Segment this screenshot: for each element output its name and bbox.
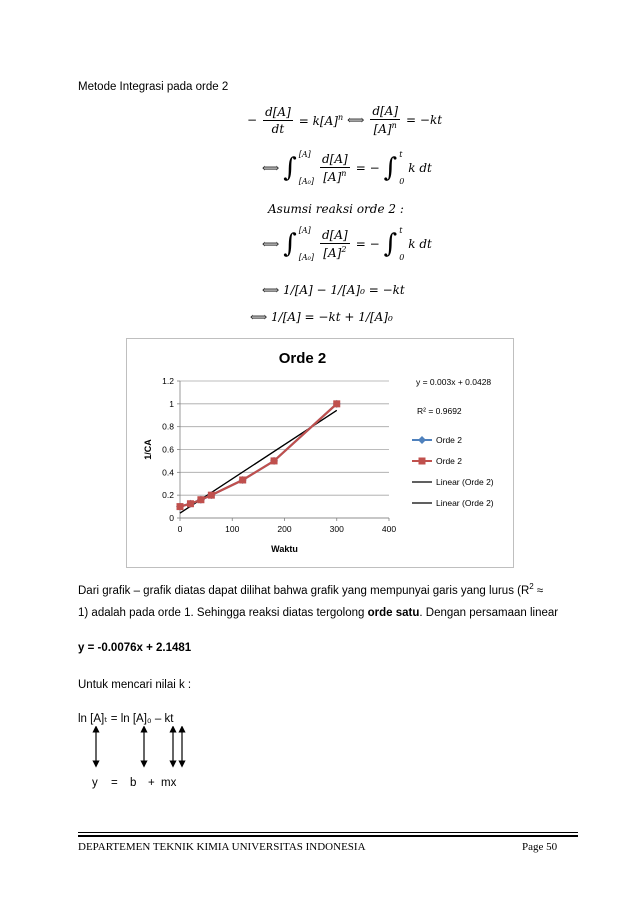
footer-page-number: Page 50 bbox=[522, 841, 558, 853]
section-heading: Metode Integrasi pada orde 2 bbox=[78, 81, 229, 93]
eq1-rhs-2: = −kt bbox=[406, 113, 443, 127]
eq2-lower-limit: [A₀] bbox=[298, 177, 314, 186]
eq1-denominator: dt bbox=[271, 121, 285, 136]
eq3-upper-limit-2: t bbox=[399, 226, 403, 235]
legend-label: Linear (Orde 2) bbox=[436, 477, 494, 487]
mapping-arrows bbox=[85, 726, 195, 768]
legend-label: Linear (Orde 2) bbox=[436, 498, 494, 508]
eq2-numerator: d[A] bbox=[321, 152, 348, 166]
paragraph-1-text: Dari grafik – grafik diatas dapat dilihat bahwa grafik yang mempunyai garis yang lurus (R bbox=[78, 584, 530, 597]
series-line-1 bbox=[180, 404, 337, 507]
equation-linear-form: ⟺ 1/[A] = −kt + 1/[A]₀ bbox=[250, 310, 393, 324]
k-intro-text: Untuk mencari nilai k : bbox=[78, 679, 192, 691]
eq3-denominator-exponent: 2 bbox=[341, 245, 347, 254]
trendline-r-squared: R² = 0.9692 bbox=[417, 406, 462, 416]
eq1-iff: ⟺ bbox=[347, 113, 365, 127]
data-point-square bbox=[187, 500, 194, 507]
x-tick-label: 200 bbox=[277, 524, 292, 534]
eq2-denominator: [A] bbox=[323, 170, 342, 184]
x-tick-label: 100 bbox=[225, 524, 240, 534]
eq2-lower-limit-2: 0 bbox=[399, 177, 405, 186]
data-point-square bbox=[208, 492, 215, 499]
data-point-square bbox=[197, 496, 204, 503]
eq2-denominator-exponent: n bbox=[341, 169, 347, 178]
eq1-minus: − bbox=[247, 113, 258, 127]
data-point-square bbox=[271, 457, 278, 464]
paragraph-2-text: 1) adalah pada orde 1. Sehingga reaksi diatas tergolong bbox=[78, 607, 368, 619]
eq3-integral-sign-2: ∫ bbox=[383, 229, 398, 259]
mapping-y: y bbox=[92, 777, 98, 789]
chart-frame bbox=[126, 338, 514, 568]
legend-marker-square bbox=[419, 458, 426, 465]
series-line-0 bbox=[180, 404, 337, 507]
ln-equation: ln [A]ₜ = ln [A]₀ – kt bbox=[78, 713, 174, 725]
x-tick-label: 300 bbox=[329, 524, 344, 534]
footer-department: DEPARTEMEN TEKNIK KIMIA UNIVERSITAS INDONESIA bbox=[78, 841, 366, 853]
eq1-rhs-exponent: n bbox=[337, 112, 344, 122]
data-point-square bbox=[333, 400, 340, 407]
eq3-lower-limit: [A₀] bbox=[298, 253, 314, 262]
mapping-b: b bbox=[130, 777, 137, 789]
legend-label: Orde 2 bbox=[436, 456, 462, 466]
legend-label: Orde 2 bbox=[436, 435, 462, 445]
footer-rule-bottom bbox=[78, 835, 578, 837]
y-tick-label: 0.2 bbox=[162, 490, 174, 501]
legend-marker-diamond bbox=[418, 436, 426, 444]
eq3-numerator: d[A] bbox=[321, 228, 348, 242]
y-tick-label: 0.6 bbox=[162, 444, 174, 455]
mapping-plus: + bbox=[148, 777, 155, 789]
eq2-integral-sign: ∫ bbox=[283, 153, 297, 183]
paragraph-2-tail: . Dengan persamaan linear bbox=[419, 607, 559, 619]
y-tick-label: 0 bbox=[169, 513, 174, 523]
y-tick-label: 0.4 bbox=[162, 467, 174, 478]
eq1-numerator-2: d[A] bbox=[372, 104, 399, 118]
eq1-denominator-2: [A] bbox=[373, 122, 392, 136]
equation-rate-law bbox=[247, 104, 442, 136]
assumption-text: Asumsi reaksi orde 2 : bbox=[268, 202, 404, 216]
data-point-square bbox=[177, 503, 184, 510]
mapping-mx: mx bbox=[161, 777, 177, 789]
eq3-denominator: [A] bbox=[323, 246, 342, 260]
eq3-lower-limit-2: 0 bbox=[399, 253, 405, 262]
x-tick-label: 400 bbox=[381, 524, 397, 534]
eq2-equals: = − bbox=[355, 161, 380, 175]
eq1-rhs: = k[A] bbox=[298, 113, 338, 128]
x-tick-label: 0 bbox=[177, 524, 183, 534]
trendline-equation: y = 0.003x + 0.0428 bbox=[416, 377, 492, 387]
eq2-integral-sign-2: ∫ bbox=[383, 153, 398, 183]
y-tick-label: 0.8 bbox=[162, 421, 174, 432]
r-squared-superscript: 2 bbox=[529, 582, 534, 591]
eq2-upper-limit-2: t bbox=[399, 150, 403, 159]
y-tick-label: 1.2 bbox=[162, 376, 174, 386]
eq1-numerator: d[A] bbox=[265, 104, 291, 119]
eq2-upper-limit: [A] bbox=[298, 150, 311, 159]
paragraph-2-bold: orde satu bbox=[367, 607, 420, 619]
paragraph-line-2 bbox=[78, 606, 558, 620]
chart-title: Orde 2 bbox=[278, 350, 327, 367]
mapping-equals: = bbox=[111, 777, 118, 789]
footer-rule-top bbox=[78, 832, 578, 833]
eq3-integral-sign: ∫ bbox=[283, 229, 297, 259]
eq3-tail: k dt bbox=[408, 237, 432, 251]
linear-equation: y = -0.0076x + 2.1481 bbox=[78, 642, 192, 654]
paragraph-1-approx: ≈ bbox=[533, 584, 544, 597]
y-axis-label: 1/CA bbox=[143, 439, 153, 460]
eq2-tail: k dt bbox=[408, 161, 432, 175]
equation-integral-order-2 bbox=[262, 226, 432, 262]
equation-integrated: ⟺ 1/[A] − 1/[A]₀ = −kt bbox=[262, 283, 405, 297]
paragraph-line-1 bbox=[78, 580, 543, 598]
eq3-iff: ⟺ bbox=[262, 237, 280, 251]
chart-orde-2 bbox=[127, 339, 513, 567]
y-tick-label: 1 bbox=[169, 398, 174, 409]
eq3-equals: = − bbox=[355, 237, 380, 251]
eq1-denominator-2-exponent: n bbox=[391, 121, 397, 130]
data-point-square bbox=[239, 476, 246, 483]
eq3-upper-limit: [A] bbox=[298, 226, 311, 235]
equation-integral-general bbox=[262, 150, 432, 186]
eq2-iff: ⟺ bbox=[262, 161, 280, 175]
x-axis-label: Waktu bbox=[271, 544, 298, 554]
